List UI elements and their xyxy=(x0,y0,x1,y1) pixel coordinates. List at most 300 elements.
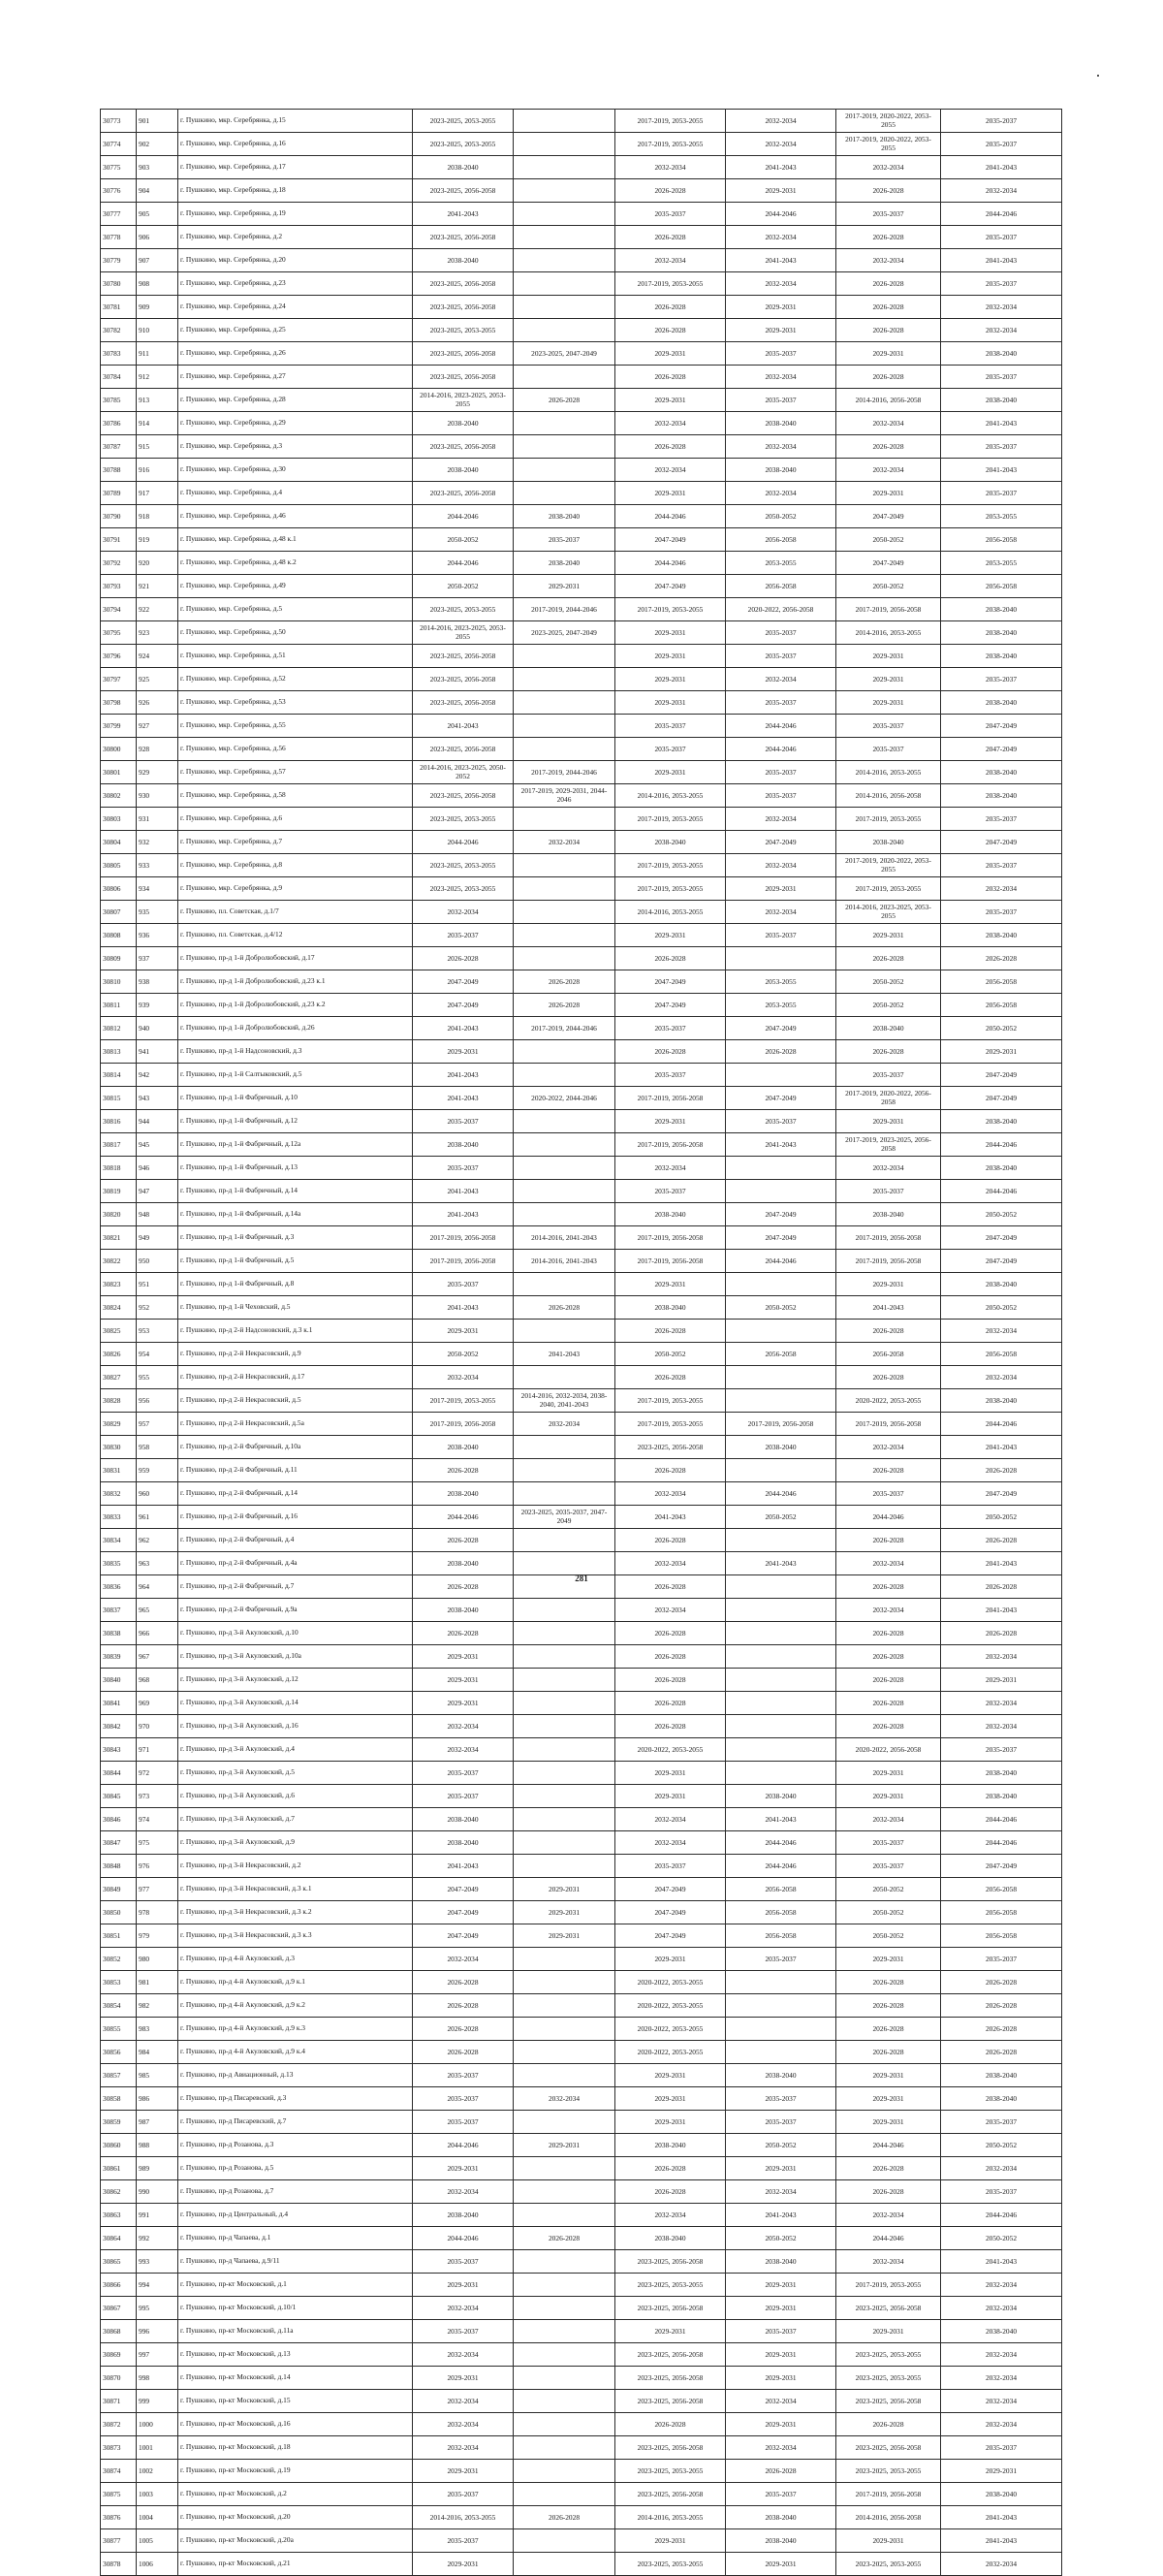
cell-period-5: 2032-2034 xyxy=(836,1808,941,1831)
cell-row-id: 30877 xyxy=(101,2529,137,2553)
cell-period-1: 2038-2040 xyxy=(413,1552,514,1575)
cell-period-5: 2029-2031 xyxy=(836,2064,941,2087)
table-row xyxy=(101,1599,1062,1622)
cell-row-num: 910 xyxy=(137,319,178,342)
cell-row-num: 995 xyxy=(137,2297,178,2320)
cell-period-1: 2032-2034 xyxy=(413,1366,514,1389)
cell-period-1: 2041-2043 xyxy=(413,1296,514,1320)
cell-period-3: 2023-2025, 2056-2058 xyxy=(615,1436,726,1459)
cell-period-4: 2053-2055 xyxy=(726,994,836,1017)
cell-period-2 xyxy=(514,296,615,319)
cell-row-id: 30826 xyxy=(101,1343,137,1366)
cell-period-3: 2020-2022, 2053-2055 xyxy=(615,1971,726,1994)
cell-row-num: 983 xyxy=(137,2018,178,2041)
cell-address: г. Пушкино, пр-д 2-й Фабричный, д.11 xyxy=(178,1459,413,1482)
cell-period-6: 2035-2037 xyxy=(941,133,1062,156)
cell-address: г. Пушкино, мкр. Серебрянка, д.19 xyxy=(178,203,413,226)
cell-row-num: 972 xyxy=(137,1762,178,1785)
cell-period-2 xyxy=(514,1366,615,1389)
cell-address: г. Пушкино, пр-кт Московский, д.14 xyxy=(178,2367,413,2390)
cell-row-id: 30820 xyxy=(101,1203,137,1226)
cell-row-num: 977 xyxy=(137,1878,178,1901)
cell-period-2 xyxy=(514,482,615,505)
cell-period-4: 2032-2034 xyxy=(726,226,836,249)
cell-period-2 xyxy=(514,1064,615,1087)
cell-address: г. Пушкино, мкр. Серебрянка, д.17 xyxy=(178,156,413,179)
cell-period-6: 2044-2046 xyxy=(941,1831,1062,1855)
cell-address: г. Пушкино, мкр. Серебрянка, д.56 xyxy=(178,738,413,761)
cell-address: г. Пушкино, пр-д Писаревский, д.3 xyxy=(178,2087,413,2111)
cell-period-5: 2035-2037 xyxy=(836,715,941,738)
cell-period-4 xyxy=(726,1064,836,1087)
cell-period-5: 2032-2034 xyxy=(836,1436,941,1459)
cell-period-3: 2044-2046 xyxy=(615,552,726,575)
cell-period-4: 2032-2034 xyxy=(726,133,836,156)
cell-row-id: 30867 xyxy=(101,2297,137,2320)
cell-row-num: 945 xyxy=(137,1133,178,1157)
cell-row-id: 30831 xyxy=(101,1459,137,1482)
cell-period-6: 2032-2034 xyxy=(941,1645,1062,1669)
cell-period-6: 2032-2034 xyxy=(941,1366,1062,1389)
cell-period-2: 2032-2034 xyxy=(514,1413,615,1436)
cell-period-1: 2023-2025, 2053-2055 xyxy=(413,319,514,342)
cell-period-5: 2017-2019, 2020-2022, 2056-2058 xyxy=(836,1087,941,1110)
cell-period-1: 2029-2031 xyxy=(413,1320,514,1343)
cell-period-6: 2038-2040 xyxy=(941,2320,1062,2343)
table-row xyxy=(101,1715,1062,1738)
cell-period-6: 2038-2040 xyxy=(941,1110,1062,1133)
cell-period-2 xyxy=(514,947,615,970)
cell-period-3: 2023-2025, 2053-2055 xyxy=(615,2460,726,2483)
cell-period-2 xyxy=(514,1040,615,1064)
cell-period-4: 2041-2043 xyxy=(726,2204,836,2227)
table-row xyxy=(101,1459,1062,1482)
cell-period-1: 2047-2049 xyxy=(413,994,514,1017)
cell-period-2 xyxy=(514,738,615,761)
cell-row-num: 981 xyxy=(137,1971,178,1994)
table-row xyxy=(101,715,1062,738)
cell-address: г. Пушкино, мкр. Серебрянка, д.28 xyxy=(178,389,413,412)
cell-period-6: 2038-2040 xyxy=(941,1157,1062,1180)
cell-period-3: 2017-2019, 2053-2055 xyxy=(615,1413,726,1436)
cell-row-id: 30789 xyxy=(101,482,137,505)
cell-row-id: 30801 xyxy=(101,761,137,784)
cell-address: г. Пушкино, пр-д Чапаева, д.1 xyxy=(178,2227,413,2250)
cell-address: г. Пушкино, мкр. Серебрянка, д.58 xyxy=(178,784,413,808)
cell-period-4: 2041-2043 xyxy=(726,156,836,179)
cell-period-3: 2026-2028 xyxy=(615,1669,726,1692)
cell-address: г. Пушкино, пр-д 1-й Салтыковский, д.5 xyxy=(178,1064,413,1087)
cell-period-3: 2023-2025, 2056-2058 xyxy=(615,2343,726,2367)
cell-period-6: 2056-2058 xyxy=(941,994,1062,1017)
cell-period-2 xyxy=(514,1482,615,1506)
cell-period-5: 2026-2028 xyxy=(836,1529,941,1552)
cell-period-3: 2026-2028 xyxy=(615,2413,726,2436)
cell-row-id: 30828 xyxy=(101,1389,137,1413)
cell-period-6: 2029-2031 xyxy=(941,1669,1062,1692)
cell-period-6: 2041-2043 xyxy=(941,2529,1062,2553)
cell-row-id: 30793 xyxy=(101,575,137,598)
table-row xyxy=(101,1133,1062,1157)
cell-period-3: 2026-2028 xyxy=(615,1529,726,1552)
cell-period-6: 2035-2037 xyxy=(941,1948,1062,1971)
cell-period-1: 2035-2037 xyxy=(413,1762,514,1785)
cell-address: г. Пушкино, мкр. Серебрянка, д.30 xyxy=(178,459,413,482)
cell-row-num: 961 xyxy=(137,1506,178,1529)
cell-period-6: 2053-2055 xyxy=(941,552,1062,575)
cell-address: г. Пушкино, пр-д 2-й Надсоновский, д.3 к.1 xyxy=(178,1320,413,1343)
cell-period-2 xyxy=(514,2436,615,2460)
page-number: 281 xyxy=(575,1574,588,1583)
cell-row-num: 987 xyxy=(137,2111,178,2134)
cell-period-1: 2041-2043 xyxy=(413,1855,514,1878)
cell-period-3: 2020-2022, 2053-2055 xyxy=(615,2041,726,2064)
cell-address: г. Пушкино, пр-д 1-й Фабричный, д.13 xyxy=(178,1157,413,1180)
cell-period-5: 2038-2040 xyxy=(836,1203,941,1226)
cell-period-4 xyxy=(726,1273,836,1296)
cell-period-1: 2032-2034 xyxy=(413,901,514,924)
cell-period-2 xyxy=(514,2320,615,2343)
cell-row-num: 932 xyxy=(137,831,178,854)
cell-period-5: 2029-2031 xyxy=(836,482,941,505)
cell-period-1: 2035-2037 xyxy=(413,1157,514,1180)
cell-period-1: 2047-2049 xyxy=(413,1901,514,1924)
cell-address: г. Пушкино, мкр. Серебрянка, д.2 xyxy=(178,226,413,249)
table-row xyxy=(101,203,1062,226)
cell-period-2: 2035-2037 xyxy=(514,528,615,552)
cell-address: г. Пушкино, пр-д 1-й Чеховский, д.5 xyxy=(178,1296,413,1320)
cell-period-1: 2050-2052 xyxy=(413,1343,514,1366)
table-row xyxy=(101,272,1062,296)
cell-period-6: 2038-2040 xyxy=(941,784,1062,808)
cell-row-id: 30856 xyxy=(101,2041,137,2064)
cell-period-4: 2056-2058 xyxy=(726,575,836,598)
cell-period-1: 2023-2025, 2056-2058 xyxy=(413,342,514,366)
cell-period-3: 2026-2028 xyxy=(615,2157,726,2180)
cell-period-6: 2041-2043 xyxy=(941,249,1062,272)
cell-period-3: 2032-2034 xyxy=(615,2204,726,2227)
cell-row-num: 992 xyxy=(137,2227,178,2250)
cell-period-5: 2017-2019, 2056-2058 xyxy=(836,1413,941,1436)
cell-row-id: 30792 xyxy=(101,552,137,575)
cell-period-3: 2026-2028 xyxy=(615,1645,726,1669)
cell-row-id: 30829 xyxy=(101,1413,137,1436)
cell-address: г. Пушкино, пр-д 3-й Акуловский, д.10а xyxy=(178,1645,413,1669)
cell-period-3: 2026-2028 xyxy=(615,179,726,203)
cell-period-1: 2023-2025, 2056-2058 xyxy=(413,784,514,808)
cell-period-5: 2050-2052 xyxy=(836,528,941,552)
cell-period-6: 2026-2028 xyxy=(941,1575,1062,1599)
cell-period-4 xyxy=(726,1738,836,1762)
table-row xyxy=(101,2087,1062,2111)
cell-period-4: 2032-2034 xyxy=(726,366,836,389)
cell-row-id: 30835 xyxy=(101,1552,137,1575)
cell-period-5: 2014-2016, 2056-2058 xyxy=(836,389,941,412)
cell-row-id: 30810 xyxy=(101,970,137,994)
cell-period-4: 2032-2034 xyxy=(726,110,836,133)
cell-address: г. Пушкино, пр-кт Московский, д.18 xyxy=(178,2436,413,2460)
table-row xyxy=(101,1389,1062,1413)
cell-period-6: 2044-2046 xyxy=(941,1133,1062,1157)
cell-period-3: 2038-2040 xyxy=(615,1296,726,1320)
cell-period-5: 2017-2019, 2056-2058 xyxy=(836,2483,941,2506)
cell-row-id: 30822 xyxy=(101,1250,137,1273)
cell-period-6: 2026-2028 xyxy=(941,947,1062,970)
cell-period-3: 2047-2049 xyxy=(615,1901,726,1924)
cell-address: г. Пушкино, мкр. Серебрянка, д.49 xyxy=(178,575,413,598)
cell-period-1: 2044-2046 xyxy=(413,2227,514,2250)
cell-period-6: 2035-2037 xyxy=(941,226,1062,249)
cell-period-3: 2026-2028 xyxy=(615,1320,726,1343)
cell-period-3: 2023-2025, 2053-2055 xyxy=(615,2274,726,2297)
table-row xyxy=(101,645,1062,668)
cell-row-id: 30871 xyxy=(101,2390,137,2413)
cell-period-6: 2032-2034 xyxy=(941,2343,1062,2367)
cell-row-id: 30814 xyxy=(101,1064,137,1087)
cell-period-6: 2032-2034 xyxy=(941,1692,1062,1715)
cell-period-5: 2029-2031 xyxy=(836,668,941,691)
cell-period-1: 2032-2034 xyxy=(413,2413,514,2436)
cell-period-3: 2029-2031 xyxy=(615,389,726,412)
cell-address: г. Пушкино, пр-д 2-й Фабричный, д.14 xyxy=(178,1482,413,1506)
table-row xyxy=(101,2483,1062,2506)
cell-period-3: 2017-2019, 2056-2058 xyxy=(615,1226,726,1250)
cell-period-1: 2026-2028 xyxy=(413,1622,514,1645)
table-row xyxy=(101,1017,1062,1040)
cell-period-4: 2029-2031 xyxy=(726,877,836,901)
cell-row-id: 30779 xyxy=(101,249,137,272)
cell-period-1: 2035-2037 xyxy=(413,2064,514,2087)
cell-row-num: 929 xyxy=(137,761,178,784)
cell-period-1: 2038-2040 xyxy=(413,1482,514,1506)
table-row xyxy=(101,296,1062,319)
cell-period-3: 2029-2031 xyxy=(615,2087,726,2111)
cell-period-2 xyxy=(514,668,615,691)
cell-period-5: 2035-2037 xyxy=(836,1064,941,1087)
cell-row-num: 1001 xyxy=(137,2436,178,2460)
cell-period-2: 2023-2025, 2035-2037, 2047-2049 xyxy=(514,1506,615,1529)
cell-period-2: 2029-2031 xyxy=(514,575,615,598)
table-row xyxy=(101,575,1062,598)
table-body xyxy=(101,110,1062,2576)
cell-address: г. Пушкино, пр-кт Московский, д.1 xyxy=(178,2274,413,2297)
cell-period-5: 2050-2052 xyxy=(836,970,941,994)
cell-period-2 xyxy=(514,435,615,459)
cell-period-2 xyxy=(514,2180,615,2204)
cell-period-4: 2035-2037 xyxy=(726,1948,836,1971)
cell-period-4: 2050-2052 xyxy=(726,2134,836,2157)
schedule-table-container xyxy=(100,109,1061,2576)
cell-row-num: 924 xyxy=(137,645,178,668)
cell-period-1: 2035-2037 xyxy=(413,2529,514,2553)
cell-row-num: 999 xyxy=(137,2390,178,2413)
cell-address: г. Пушкино, пр-д 3-й Акуловский, д.10 xyxy=(178,1622,413,1645)
table-row xyxy=(101,1273,1062,1296)
cell-row-num: 964 xyxy=(137,1575,178,1599)
cell-period-5: 2026-2028 xyxy=(836,1622,941,1645)
cell-row-id: 30819 xyxy=(101,1180,137,1203)
cell-address: г. Пушкино, пр-д 3-й Некрасовский, д.3 к.1 xyxy=(178,1878,413,1901)
table-row xyxy=(101,924,1062,947)
cell-period-6: 2032-2034 xyxy=(941,296,1062,319)
cell-row-num: 916 xyxy=(137,459,178,482)
cell-period-1: 2014-2016, 2023-2025, 2053-2055 xyxy=(413,621,514,645)
cell-period-5: 2023-2025, 2056-2058 xyxy=(836,2436,941,2460)
cell-period-5: 2026-2028 xyxy=(836,1692,941,1715)
cell-row-num: 1002 xyxy=(137,2460,178,2483)
cell-period-3: 2041-2043 xyxy=(615,1506,726,1529)
cell-row-id: 30817 xyxy=(101,1133,137,1157)
cell-period-6: 2032-2034 xyxy=(941,1320,1062,1343)
cell-row-id: 30809 xyxy=(101,947,137,970)
cell-row-num: 942 xyxy=(137,1064,178,1087)
cell-period-4: 2056-2058 xyxy=(726,1901,836,1924)
cell-address: г. Пушкино, пр-кт Московский, д.20 xyxy=(178,2506,413,2529)
cell-period-3: 2029-2031 xyxy=(615,668,726,691)
cell-period-3: 2026-2028 xyxy=(615,1366,726,1389)
cell-period-6: 2038-2040 xyxy=(941,1762,1062,1785)
cell-period-6: 2044-2046 xyxy=(941,203,1062,226)
cell-row-id: 30866 xyxy=(101,2274,137,2297)
table-row xyxy=(101,1901,1062,1924)
cell-period-3: 2032-2034 xyxy=(615,1831,726,1855)
cell-row-num: 908 xyxy=(137,272,178,296)
cell-address: г. Пушкино, пр-кт Московский, д.20а xyxy=(178,2529,413,2553)
table-row xyxy=(101,2227,1062,2250)
cell-row-id: 30861 xyxy=(101,2157,137,2180)
cell-period-6: 2056-2058 xyxy=(941,1901,1062,1924)
cell-row-id: 30850 xyxy=(101,1901,137,1924)
cell-period-3: 2017-2019, 2053-2055 xyxy=(615,598,726,621)
cell-period-4: 2044-2046 xyxy=(726,1250,836,1273)
cell-period-2: 2038-2040 xyxy=(514,505,615,528)
cell-row-num: 922 xyxy=(137,598,178,621)
table-row xyxy=(101,2297,1062,2320)
cell-row-id: 30781 xyxy=(101,296,137,319)
table-row xyxy=(101,319,1062,342)
cell-period-1: 2038-2040 xyxy=(413,156,514,179)
cell-address: г. Пушкино, пр-д 2-й Фабричный, д.9а xyxy=(178,1599,413,1622)
cell-period-4: 2035-2037 xyxy=(726,2111,836,2134)
cell-period-4 xyxy=(726,947,836,970)
cell-row-id: 30874 xyxy=(101,2460,137,2483)
cell-period-1: 2035-2037 xyxy=(413,1273,514,1296)
table-row xyxy=(101,1924,1062,1948)
table-row xyxy=(101,668,1062,691)
cell-row-num: 907 xyxy=(137,249,178,272)
cell-row-id: 30791 xyxy=(101,528,137,552)
cell-period-4: 2047-2049 xyxy=(726,831,836,854)
cell-row-id: 30849 xyxy=(101,1878,137,1901)
cell-row-id: 30873 xyxy=(101,2436,137,2460)
cell-row-num: 969 xyxy=(137,1692,178,1715)
cell-period-3: 2029-2031 xyxy=(615,1762,726,1785)
cell-address: г. Пушкино, мкр. Серебрянка, д.55 xyxy=(178,715,413,738)
cell-address: г. Пушкино, мкр. Серебрянка, д.4 xyxy=(178,482,413,505)
cell-period-3: 2047-2049 xyxy=(615,528,726,552)
cell-address: г. Пушкино, пр-кт Московский, д.10/1 xyxy=(178,2297,413,2320)
cell-period-6: 2032-2034 xyxy=(941,319,1062,342)
cell-period-1: 2038-2040 xyxy=(413,412,514,435)
table-row xyxy=(101,2367,1062,2390)
cell-address: г. Пушкино, мкр. Серебрянка, д.50 xyxy=(178,621,413,645)
cell-row-id: 30844 xyxy=(101,1762,137,1785)
cell-row-num: 985 xyxy=(137,2064,178,2087)
cell-period-5: 2026-2028 xyxy=(836,1994,941,2018)
table-row xyxy=(101,1087,1062,1110)
cell-period-6: 2050-2052 xyxy=(941,1203,1062,1226)
cell-period-1: 2029-2031 xyxy=(413,1645,514,1669)
cell-period-2 xyxy=(514,2111,615,2134)
table-row xyxy=(101,1948,1062,1971)
cell-period-5: 2035-2037 xyxy=(836,1855,941,1878)
cell-period-3: 2020-2022, 2053-2055 xyxy=(615,2018,726,2041)
cell-row-id: 30805 xyxy=(101,854,137,877)
cell-period-5: 2026-2028 xyxy=(836,947,941,970)
cell-period-5: 2032-2034 xyxy=(836,249,941,272)
table-row xyxy=(101,389,1062,412)
cell-row-id: 30837 xyxy=(101,1599,137,1622)
cell-period-5: 2026-2028 xyxy=(836,1715,941,1738)
cell-period-4: 2026-2028 xyxy=(726,1040,836,1064)
cell-period-4 xyxy=(726,1762,836,1785)
cell-period-4: 2038-2040 xyxy=(726,2064,836,2087)
cell-address: г. Пушкино, пр-д 1-й Добролюбовский, д.23 к.2 xyxy=(178,994,413,1017)
cell-period-2 xyxy=(514,2367,615,2390)
cell-period-6: 2026-2028 xyxy=(941,1459,1062,1482)
cell-period-2 xyxy=(514,1436,615,1459)
cell-address: г. Пушкино, пр-д 1-й Фабричный, д.8 xyxy=(178,1273,413,1296)
cell-period-3: 2017-2019, 2053-2055 xyxy=(615,272,726,296)
cell-address: г. Пушкино, пр-д 1-й Надсоновский, д.3 xyxy=(178,1040,413,1064)
cell-period-5: 2026-2028 xyxy=(836,1040,941,1064)
cell-period-4 xyxy=(726,1669,836,1692)
cell-address: г. Пушкино, пр-д 2-й Фабричный, д.4а xyxy=(178,1552,413,1575)
cell-period-1: 2029-2031 xyxy=(413,1692,514,1715)
cell-period-1: 2023-2025, 2056-2058 xyxy=(413,645,514,668)
table-row xyxy=(101,738,1062,761)
cell-address: г. Пушкино, пр-д 4-й Акуловский, д.9 к.1 xyxy=(178,1971,413,1994)
cell-period-4: 2029-2031 xyxy=(726,296,836,319)
cell-period-5: 2038-2040 xyxy=(836,831,941,854)
cell-period-6: 2047-2049 xyxy=(941,738,1062,761)
cell-period-6: 2035-2037 xyxy=(941,366,1062,389)
cell-row-id: 30853 xyxy=(101,1971,137,1994)
cell-period-2 xyxy=(514,1785,615,1808)
cell-period-4: 2029-2031 xyxy=(726,2343,836,2367)
cell-period-5: 2029-2031 xyxy=(836,2111,941,2134)
cell-period-2 xyxy=(514,1180,615,1203)
cell-period-4: 2044-2046 xyxy=(726,715,836,738)
cell-period-4: 2038-2040 xyxy=(726,1785,836,1808)
table-row xyxy=(101,2553,1062,2576)
cell-row-id: 30847 xyxy=(101,1831,137,1855)
cell-address: г. Пушкино, мкр. Серебрянка, д.24 xyxy=(178,296,413,319)
cell-period-5: 2029-2031 xyxy=(836,1762,941,1785)
cell-period-3: 2047-2049 xyxy=(615,970,726,994)
table-row xyxy=(101,156,1062,179)
cell-row-id: 30782 xyxy=(101,319,137,342)
table-row xyxy=(101,1320,1062,1343)
cell-period-6: 2032-2034 xyxy=(941,1715,1062,1738)
cell-period-4: 2056-2058 xyxy=(726,1924,836,1948)
cell-period-2 xyxy=(514,2157,615,2180)
cell-period-3: 2017-2019, 2056-2058 xyxy=(615,1087,726,1110)
cell-period-5: 2026-2028 xyxy=(836,1366,941,1389)
cell-period-6: 2041-2043 xyxy=(941,459,1062,482)
cell-row-id: 30815 xyxy=(101,1087,137,1110)
cell-period-1: 2032-2034 xyxy=(413,2390,514,2413)
